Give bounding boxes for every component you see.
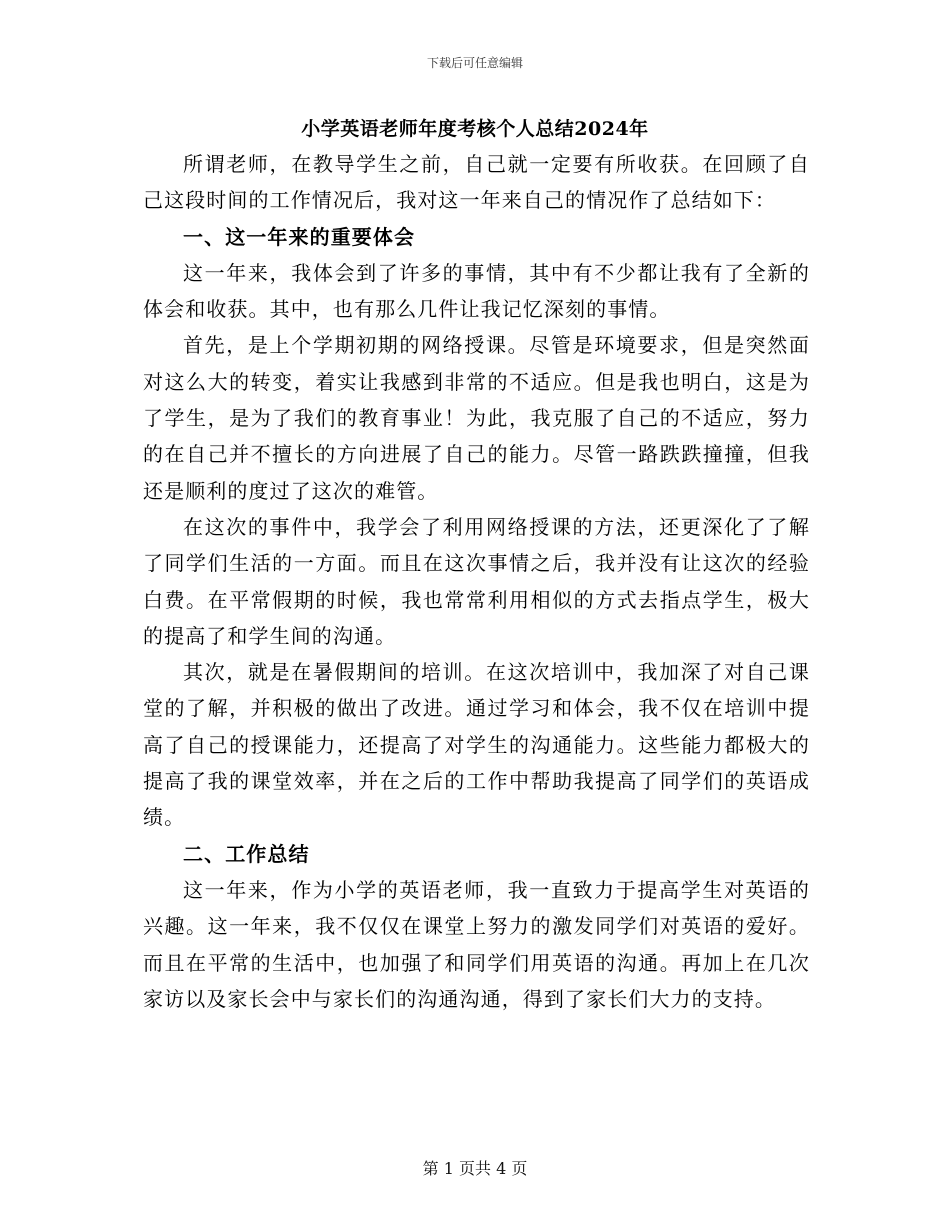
body-paragraph: 首先，是上个学期初期的网络授课。尽管是环境要求，但是突然面对这么大的转变，着实让我感到非常的不适应。但是我也明白，这是为了学生，是为了我们的教育事业！为此，我克服了自己的不适应，努力的在自己并不擅长的方向进展了自己的能力。尽管一路跌跌撞撞，但我还是顺利的度过了这次的难管。: [143, 333, 810, 503]
document-body: [143, 146, 810, 1017]
page-number: 第 1 页共 4 页: [422, 1159, 528, 1178]
body-paragraph: 在这次的事件中，我学会了利用网络授课的方法，还更深化了了解了同学们生活的一方面。而且在这次事情之后，我并没有让这次的经验白费。在平常假期的时候，我也常常利用相似的方式去指点学生，极大的提高了和学生间的沟通。: [143, 514, 810, 648]
section-heading-1: 一、这一年来的重要体会: [183, 224, 416, 249]
section-heading-2: 二、工作总结: [183, 841, 310, 866]
body-paragraph: 这一年来，作为小学的英语老师，我一直致力于提高学生对英语的兴趣。这一年来，我不仅仅在课堂上努力的激发同学们对英语的爱好。而且在平常的生活中，也加强了和同学们用英语的沟通。再加上在几次家访以及家长会中与家长们的沟通沟通，得到了家长们大力的支持。: [143, 877, 810, 1011]
intro-paragraph: 所谓老师，在教导学生之前，自己就一定要有所收获。在回顾了自己这段时间的工作情况后，我对这一年来自己的情况作了总结如下：: [143, 152, 810, 213]
body-paragraph: 这一年来，我体会到了许多的事情，其中有不少都让我有了全新的体会和收获。其中，也有那么几件让我记忆深刻的事情。: [143, 260, 810, 322]
body-paragraph: 其次，就是在暑假期间的培训。在这次培训中，我加深了对自己课堂的了解，并积极的做出了改进。通过学习和体会，我不仅在培训中提高了自己的授课能力，还提高了对学生的沟通能力。这些能力都极大的提高了我的课堂效率，并在之后的工作中帮助我提高了同学们的英语成绩。: [143, 660, 810, 830]
document-title: 小学英语老师年度考核个人总结2024年: [301, 118, 649, 140]
page-header-note: 下载后可任意编辑: [426, 56, 523, 70]
